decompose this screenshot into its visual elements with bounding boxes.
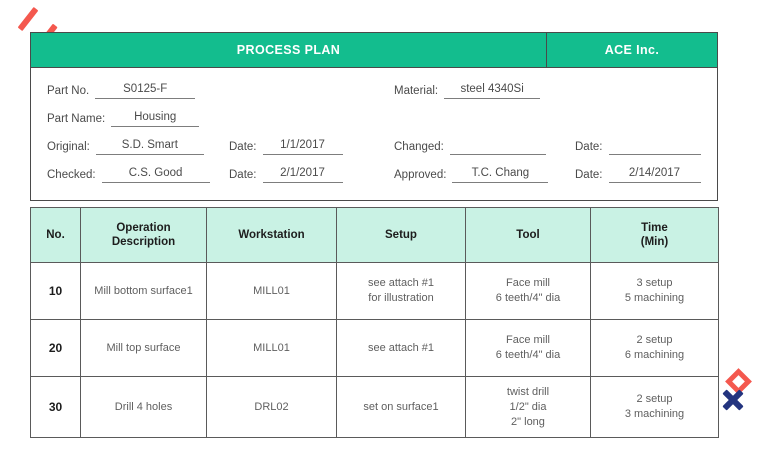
- cell-setup: [337, 320, 466, 377]
- column-header-setup: Setup: [337, 208, 466, 263]
- part-no-value[interactable]: S0125-F: [95, 82, 195, 99]
- tool-line2: 6 teeth/4" dia: [495, 349, 561, 361]
- field-approved-date: [575, 166, 701, 183]
- checked-date-label: Date:: [229, 169, 257, 181]
- changed-date-value[interactable]: [609, 138, 701, 155]
- cell-tool: [466, 320, 591, 377]
- company-name: ACE Inc.: [547, 33, 717, 67]
- cell-no: 20: [31, 320, 81, 377]
- checked-date-value[interactable]: 2/1/2017: [263, 166, 343, 183]
- field-approved: [394, 166, 548, 183]
- column-header-tool: Tool: [466, 208, 591, 263]
- setup-line1: see attach #1: [367, 341, 435, 354]
- operation-header-line1: Operation: [116, 222, 171, 234]
- original-label: Original:: [47, 141, 90, 153]
- tool-line3: 2" long: [511, 415, 545, 428]
- original-date-value[interactable]: 1/1/2017: [263, 138, 343, 155]
- time-line1: 2 setup: [636, 334, 673, 346]
- cell-description: Mill top surface: [81, 320, 207, 377]
- cell-tool: [466, 377, 591, 438]
- cell-workstation: DRL02: [207, 377, 337, 438]
- cell-time: [591, 320, 719, 377]
- time-line2: 5 machining: [624, 292, 685, 304]
- field-checked: [47, 166, 210, 183]
- cell-tool: [466, 263, 591, 320]
- cell-time: [591, 377, 719, 438]
- cell-setup: [337, 263, 466, 320]
- tool-line1: Face mill: [505, 334, 550, 346]
- column-header-no: No.: [31, 208, 81, 263]
- time-line1: 3 setup: [636, 277, 673, 289]
- setup-line2: for illustration: [368, 292, 434, 304]
- field-part-name: [47, 110, 199, 127]
- cell-setup: [337, 377, 466, 438]
- time-line2: 3 machining: [624, 408, 685, 420]
- approved-value[interactable]: T.C. Chang: [452, 166, 548, 183]
- page-title: PROCESS PLAN: [31, 33, 547, 67]
- checked-label: Checked:: [47, 169, 96, 181]
- operations-table: [30, 207, 719, 438]
- cell-description: Drill 4 holes: [81, 377, 207, 438]
- cell-no: 10: [31, 263, 81, 320]
- cell-description: Mill bottom surface1: [81, 263, 207, 320]
- operation-header-line2: Description: [111, 236, 176, 248]
- part-name-label: Part Name:: [47, 113, 106, 125]
- time-header-line2: (Min): [640, 236, 669, 248]
- time-line2: 6 machining: [624, 349, 685, 361]
- header-info-box: [30, 68, 718, 201]
- field-material: [394, 82, 540, 99]
- column-header-time: [591, 208, 719, 263]
- field-changed: [394, 138, 546, 155]
- cell-workstation: MILL01: [207, 320, 337, 377]
- cell-no: 30: [31, 377, 81, 438]
- approved-label: Approved:: [394, 169, 447, 181]
- part-name-value[interactable]: Housing: [111, 110, 199, 127]
- navy-cross-icon: [722, 389, 744, 411]
- cell-time: [591, 263, 719, 320]
- original-value[interactable]: S.D. Smart: [96, 138, 204, 155]
- table-row: [31, 263, 719, 320]
- table-header-row: [31, 208, 719, 263]
- tool-line2: 6 teeth/4" dia: [495, 292, 561, 304]
- changed-label: Changed:: [394, 141, 444, 153]
- material-value[interactable]: steel 4340Si: [444, 82, 540, 99]
- table-row: [31, 320, 719, 377]
- changed-value[interactable]: [450, 138, 546, 155]
- tool-line1: Face mill: [505, 277, 550, 289]
- setup-line1: see attach #1: [367, 277, 435, 289]
- field-checked-date: [229, 166, 343, 183]
- time-line1: 2 setup: [636, 393, 673, 405]
- column-header-operation-description: [81, 208, 207, 263]
- checked-value[interactable]: C.S. Good: [102, 166, 210, 183]
- field-part-no: [47, 82, 195, 99]
- part-no-label: Part No.: [47, 85, 90, 97]
- red-dash-long-icon: [18, 7, 39, 31]
- changed-date-label: Date:: [575, 141, 603, 153]
- approved-date-value[interactable]: 2/14/2017: [609, 166, 701, 183]
- setup-line1: set on surface1: [363, 400, 439, 413]
- column-header-workstation: Workstation: [207, 208, 337, 263]
- table-row: [31, 377, 719, 438]
- cell-workstation: MILL01: [207, 263, 337, 320]
- field-original: [47, 138, 204, 155]
- tool-line1: twist drill: [506, 385, 550, 398]
- approved-date-label: Date:: [575, 169, 603, 181]
- process-plan-sheet: [30, 32, 718, 438]
- material-label: Material:: [394, 85, 439, 97]
- tool-line2: 1/2" dia: [509, 400, 547, 413]
- original-date-label: Date:: [229, 141, 257, 153]
- field-original-date: [229, 138, 343, 155]
- field-changed-date: [575, 138, 701, 155]
- time-header-line1: Time: [641, 222, 668, 234]
- title-bar: [30, 32, 718, 68]
